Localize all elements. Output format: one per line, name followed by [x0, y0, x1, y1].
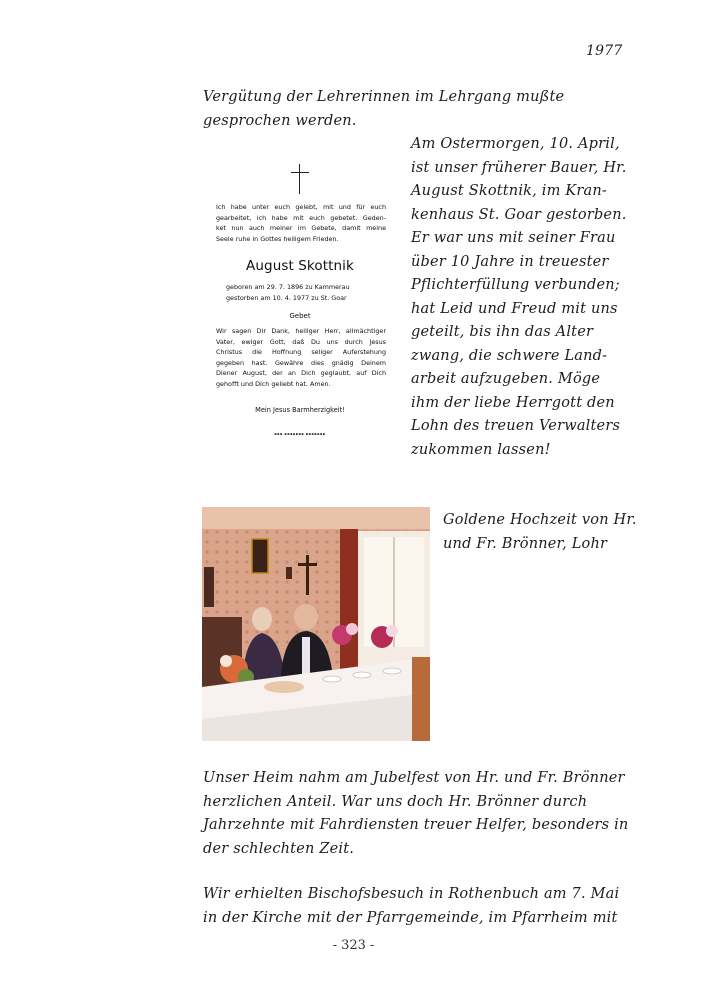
cross-icon: [290, 164, 310, 194]
card-prayer-line: Diener August, der an Dich geglaubt, auf Dich: [216, 369, 386, 377]
death-date: gestorben am 10. 4. 1977 zu St. Goar: [226, 293, 347, 302]
paragraph-line: Jahrzehnte mit Fahrdiensten treuer Helfer, besonders in: [203, 817, 629, 833]
obituary-text-line: kenhaus St. Goar gestorben.: [411, 206, 627, 223]
obituary-text-line: Er war uns mit seiner Frau: [411, 230, 616, 246]
intro-text: [203, 86, 603, 133]
obituary-text-line: Am Ostermorgen, 10. April,: [411, 136, 620, 152]
anniversary-photo: [202, 507, 430, 741]
photo-caption: [443, 509, 653, 556]
obituary-text-line: Lohn des treuen Verwalters: [411, 418, 621, 434]
paragraph-line: Unser Heim nahm am Jubelfest von Hr. und Fr. Brönner: [203, 770, 625, 786]
card-verse-line: Seele ruhe in Gottes heiligem Frieden.: [216, 234, 339, 243]
card-prayer-line: Vater, ewiger Gott, daß Du uns durch Jesus: [216, 337, 386, 346]
card-verse-line: Ich habe unter euch gelebt, mit und für euch: [216, 203, 386, 211]
card-prayer: [216, 326, 386, 389]
obituary-text: [411, 133, 641, 462]
obituary-text-line: geteilt, bis ihn das Alter: [411, 324, 594, 340]
obituary-text-line: hat Leid und Freud mit uns: [411, 300, 618, 317]
obituary-text-line: August Skottnik, im Kran-: [411, 183, 608, 199]
obituary-text-line: arbeit aufzugeben. Möge: [411, 371, 601, 387]
obituary-text-line: zwang, die schwere Land-: [411, 347, 608, 364]
printer-mark: ▪▪▪ ▪▪▪▪▪▪▪ ▪▪▪▪▪▪▪: [274, 432, 326, 436]
card-verse: [216, 202, 386, 244]
card-prayer-line: gehofft und Dich geliebt hat. Amen.: [216, 379, 331, 388]
card-dates: [226, 282, 386, 303]
obituary-text-line: ihm der liebe Herrgott den: [411, 394, 615, 411]
paragraph-line: herzlichen Anteil. War uns doch Hr. Brönner durch: [203, 793, 588, 810]
paragraph-line: der schlechten Zeit.: [203, 840, 355, 857]
photo-caption-line: Goldene Hochzeit von Hr.: [443, 512, 637, 528]
year-label: 1977: [586, 43, 623, 59]
obituary-text-line: Pflichterfüllung verbunden;: [411, 277, 620, 293]
intro-line: Vergütung der Lehrerinnen im Lehrgang mußte: [203, 89, 565, 105]
card-prayer-line: Wir sagen Dir Dank, heiliger Herr, allmächtiger: [216, 327, 386, 335]
paragraph-line: in der Kirche mit der Pfarrgemeinde, im Pfarrheim mit: [203, 909, 618, 926]
obituary-card: [210, 160, 390, 445]
obituary-text-line: zukommen lassen!: [411, 441, 551, 458]
photo-caption-line: und Fr. Brönner, Lohr: [443, 535, 608, 552]
card-prayer-line: Christus die Hoffnung seliger Auferstehung: [216, 348, 386, 356]
prayer-title: Gebet: [289, 312, 311, 320]
page-number: - 323 -: [332, 938, 375, 953]
intro-line: gesprochen werden.: [203, 112, 357, 129]
card-verse-line: gearbeitet, ich habe mit euch gebetet. Geden-: [216, 213, 386, 222]
card-closing: Mein Jesus Barmherzigkeit!: [255, 406, 345, 414]
card-prayer-line: gegeben hast. Gewähre dies gnädig Deinem: [216, 358, 386, 367]
paragraph-line: Wir erhielten Bischofsbesuch in Rothenbuch am 7. Mai: [203, 886, 620, 902]
obituary-text-line: ist unser früherer Bauer, Hr.: [411, 159, 627, 176]
bishop-visit-paragraph: [203, 883, 633, 930]
deceased-name: August Skottnik: [246, 258, 354, 274]
jubilee-paragraph: [203, 767, 633, 861]
card-verse-line: ket nun auch meiner im Gebete, damit meine: [216, 224, 386, 232]
obituary-text-line: über 10 Jahre in treuester: [411, 253, 609, 270]
birth-date: geboren am 29. 7. 1896 zu Kammerau: [226, 283, 350, 291]
